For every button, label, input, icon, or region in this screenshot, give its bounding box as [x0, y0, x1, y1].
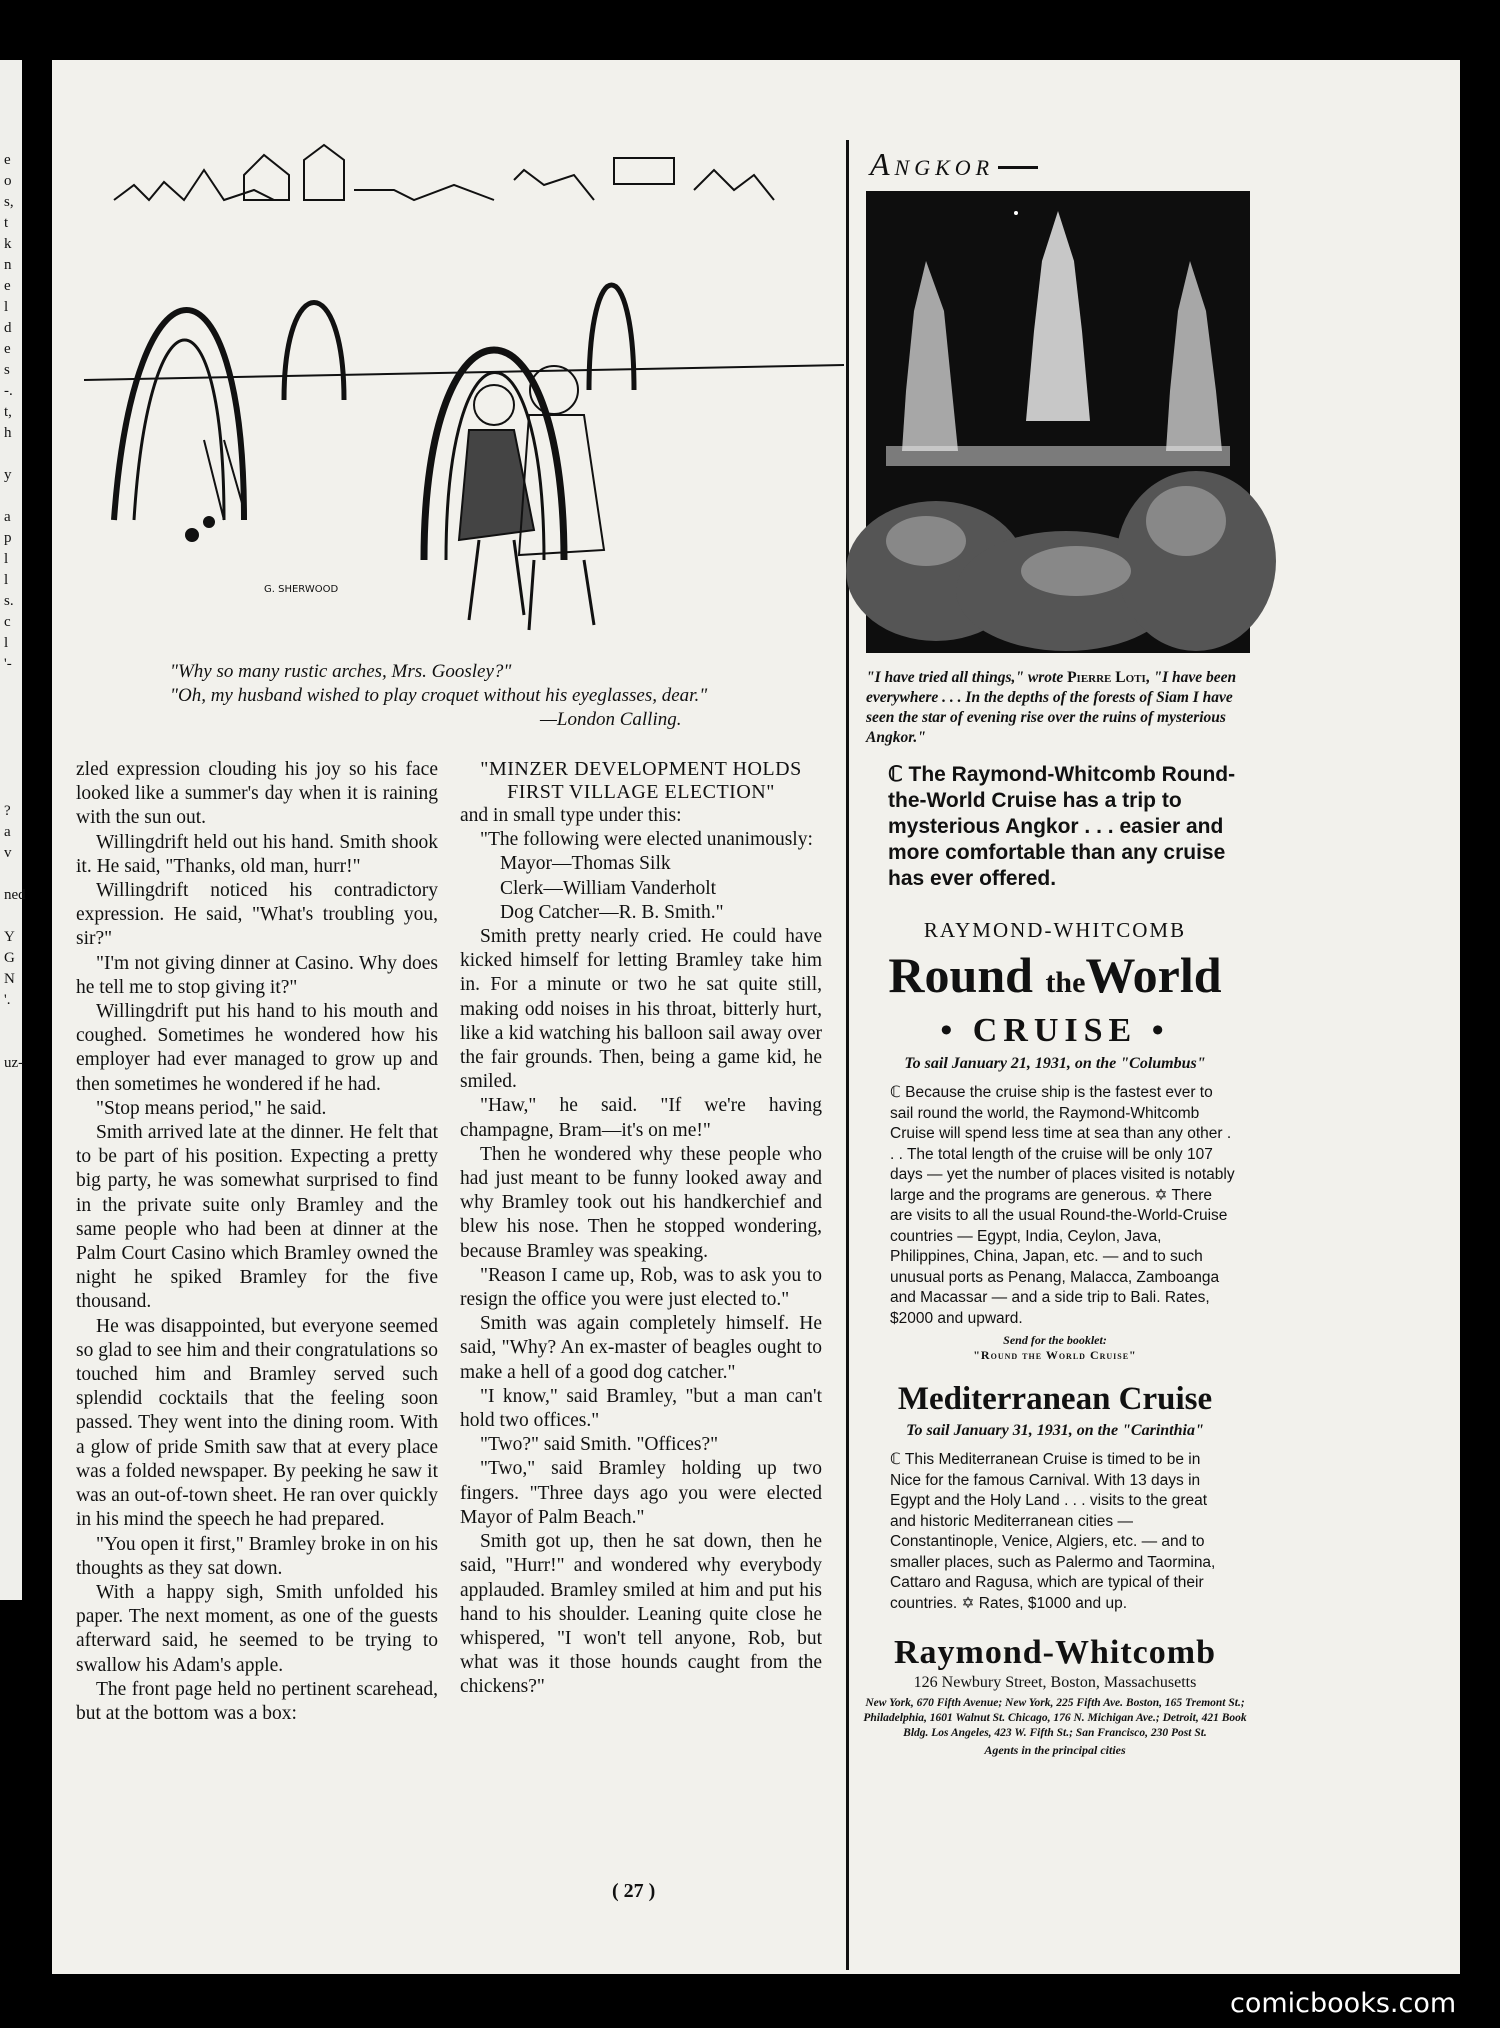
edge-char: N [4, 971, 15, 987]
raymond-whitcomb-ad [860, 146, 1250, 1758]
edge-char: uz- [4, 1055, 24, 1071]
edge-char: s [4, 362, 10, 378]
story-paragraph: "Reason I came up, Rob, was to ask you to resign the office you were just elected to." [460, 1264, 822, 1311]
edge-char: s, [4, 194, 14, 210]
edge-char: -. [4, 383, 13, 399]
story-paragraph: zled expression clouding his joy so his face looked like a summer's day when it is raining with the sun out. [76, 759, 438, 829]
agents-note: Agents in the principal cities [984, 1743, 1126, 1757]
edge-char: l [4, 551, 9, 567]
booklet-send: Send for the booklet: [1003, 1333, 1107, 1347]
med-body: ℂ This Mediterranean Cruise is timed to be in Nice for the famous Carnival. With 13 days in Egypt and the Holy Land . . . visits to the great and historic Mediterranean cities — Constantinople, Venice, Algiers, etc. — and to smaller places, such as Palermo and Taormina, Cattaro and Ragusa, which are typical of their countries. ✡ Rates, $1000 and up. [890, 1451, 1216, 1612]
edge-char: v [4, 845, 12, 861]
edge-char: a [4, 509, 11, 525]
story-paragraph: The front page held no pertinent scarehead, but at the bottom was a box: [76, 1678, 438, 1724]
ad-title: Angkor [870, 146, 1250, 183]
round-the-world-heading: Round theWorld [888, 947, 1222, 1003]
story-paragraph: "I know," said Bramley, "but a man can't hold two offices." [460, 1385, 822, 1432]
edge-char: ? [4, 803, 11, 819]
edge-char [0, 759, 22, 780]
edge-char: h [4, 425, 12, 441]
story-paragraph: Willingdrift put his hand to his mouth and coughed. Sometimes he wondered how his employer had ever managed to grow up and then sometimes he wondered if he had. [76, 1001, 438, 1095]
edge-char [0, 675, 22, 696]
edge-char: p [4, 530, 12, 546]
story-paragraph: Willingdrift held out his hand. Smith shook it. He said, "Thanks, old man, hurr!" [76, 831, 438, 877]
edge-char: e [4, 278, 11, 294]
edge-char [0, 780, 22, 801]
edge-char [0, 1032, 22, 1053]
cartoon-signature: G. SHERWOOD [264, 584, 339, 595]
cartoon-caption: "Why so many rustic arches, Mrs. Goosley?" "Oh, my husband wished to play croquet without his eyeglasses, dear." —London Calling. [170, 661, 708, 730]
edge-char: n [4, 257, 12, 273]
site-watermark: comicbooks.com [1230, 1988, 1457, 2019]
edge-char: e [4, 152, 11, 168]
magazine-page [52, 60, 1460, 1974]
edge-char: t [4, 215, 9, 231]
brand-caps: RAYMOND-WHITCOMB [923, 918, 1187, 942]
edge-char: y [4, 467, 12, 483]
edge-char: '. [4, 992, 11, 1008]
edge-char: l [4, 299, 9, 315]
story-paragraph: "Two?" said Smith. "Offices?" [480, 1434, 719, 1456]
story-paragraph: Smith arrived late at the dinner. He felt that to be part of his position. Expecting a pretty big party, he was somewhat surprised to find in the private suite only Bramley and the same people who had been at dinner at the Palm Court Casino which Bramley owned the night he spiked Bramley for the five thousand. [76, 1122, 438, 1313]
edge-char: Y [4, 929, 15, 945]
newspaper-headline: "MINZER DEVELOPMENT HOLDS FIRST VILLAGE ELECTION" [480, 758, 802, 803]
edge-char [0, 906, 22, 927]
edge-char: '- [4, 656, 12, 672]
column-rule [846, 140, 849, 1970]
story-column-1 [76, 758, 438, 1726]
company-address: 126 Newbury Street, Boston, Massachusetts [913, 1674, 1197, 1691]
story-paragraph: With a happy sigh, Smith unfolded his paper. The next moment, as one of the guests afterward said, he seemed to be trying to swallow his Adam's apple. [76, 1581, 438, 1676]
story-paragraph: Willingdrift noticed his contradictory expression. He said, "What's troubling you, sir?" [76, 880, 438, 950]
story-paragraph: "Haw," he said. "If we're having champagne, Bram—it's on me!" [460, 1095, 822, 1141]
edge-char: G [4, 950, 15, 966]
cartoon-illustration [74, 90, 854, 710]
rtw-body: ℂ Because the cruise ship is the fastest ever to sail round the world, the Raymond-Whitcomb Cruise will spend less time at sea than any other . . . The total length of the cruise will be only 107 days — yet the number of places visited is notably large and the programs are generous. ✡ There are visits to all the usual Round-the-World-Cruise countries — Egypt, India, Ceylon, Java, Philippines, China, Japan, etc. — and to such unusual ports as Penang, Malacca, Zamboanga and Macassar — and a side trip to Bali. Rates, $2000 and upward. [890, 1084, 1235, 1327]
edge-char [0, 696, 22, 717]
mediterranean-heading: Mediterranean Cruise [897, 1381, 1213, 1417]
edge-char: a [4, 824, 11, 840]
edge-char [0, 717, 22, 738]
edge-char: o [4, 173, 12, 189]
edge-char: l [4, 572, 9, 588]
story-paragraph: Smith was again completely himself. He said, "Why? An ex-master of beagles ought to make a hell of a good dog catcher." [460, 1313, 822, 1383]
rtw-sailing-date: To sail January 21, 1931, on the "Columbus" [904, 1055, 1206, 1072]
edge-char: s. [4, 593, 14, 609]
story-paragraph: "Stop means period," he said. [96, 1097, 327, 1119]
edge-char: k [4, 236, 12, 252]
edge-char [0, 1011, 22, 1032]
story-paragraph: He was disappointed, but everyone seemed so glad to see him and their congratulations so touched him and Bramley served such splendid cocktails that the feeling soon passed. They went into the dining room. With a glow of pride Smith saw that at every place was a folded newspaper. By peeking he saw it was an out-of-town sheet. He ran over quickly in his mind the speech he had prepared. [76, 1315, 438, 1531]
booklet-title: "Round the World Cruise" [973, 1348, 1137, 1362]
pierre-loti-quote: "I have tried all things," wrote Pierre Loti, "I have been everywhere . . . In the depths of the forests of Siam I have seen the star of evening rise over the ruins of mysterious Angkor." [866, 669, 1237, 746]
edge-char: e [4, 341, 11, 357]
story-paragraph: Then he wondered why these people who had just meant to be funny looked away and why Bramley took out his handkerchief and blew his nose. Then he stopped wondering, because Bramley was speaking. [460, 1143, 822, 1262]
med-sailing-date: To sail January 31, 1931, on the "Carinthia" [906, 1422, 1204, 1439]
company-name: Raymond-Whitcomb [893, 1634, 1217, 1671]
edge-char: ned [4, 887, 26, 903]
story-column-2: "MINZER DEVELOPMENT HOLDS FIRST VILLAGE ELECTION" and in small type under this: "The following were elected unanimously: Mayor—Thomas Silk Clerk—William Vanderholt Dog Catcher—R. B. Smith." Smith pretty nearly cried. He could have kicked himself for letting Bramley take him in. For a minute or two he sat quite still, making odd noises in his throat, bitterly hurt, like a kid watching his balloon sail away over the fair grounds. Then, being a game kid, he smiled. "Haw," he said. "If we're having champagne, Bram—it's on me!" Then he wondered why these people who had just meant to be funny looked away and why Bramley took out his handkerchief and blew his nose. Then he stopped wondering, because Bramley was speaking. "Reason I came up, Rob, was to ask you to resign the office you were just elected to." Smith was again completely himself. He said, "Why? An ex-master of beagles ought to make a hell of a good dog catcher." "I know," said Bramley, "but a man can't hold two offices." "Two?" said Smith. "Offices?" "Two," said Bramley holding up two fingers. "Three days ago you were elected Mayor of Palm Beach." Smith got up, then he sat down, then he said, "Hurr!" and wondered why everybody applauded. Bramley smiled at him and put his hand to his shoulder. Leaning quite close he whispered, "I won't tell anyone, Rob, but what was it those hounds caught from the chickens?" [460, 758, 822, 1700]
ad-lead-text: ℂ The Raymond-Whitcomb Round-the-World Cruise has a trip to mysterious Angkor . . . easier and more comfortable than any cruise has ever offered. [888, 763, 1236, 890]
story-paragraph: "I'm not giving dinner at Casino. Why does he tell me to stop giving it?" [76, 952, 438, 998]
edge-char: l [4, 635, 9, 651]
edge-char [0, 444, 22, 465]
cruise-heading: • CRUISE • [940, 1012, 1170, 1049]
page-number: ( 27 ) [612, 1880, 656, 1902]
edge-char [0, 864, 22, 885]
adjacent-page-edge [0, 60, 26, 1600]
edge-char: t, [4, 404, 12, 420]
edge-char [0, 738, 22, 759]
edge-char [0, 486, 22, 507]
branch-offices: New York, 670 Fifth Avenue; New York, 225 Fifth Ave. Boston, 165 Tremont St.; Philadelphia, 1601 Walnut St. Chicago, 176 N. Michigan Ave.; Detroit, 421 Book Bldg. Los Angeles, 423 W. Fifth St.; San Francisco, 230 Post St. [863, 1697, 1247, 1739]
edge-char: d [4, 320, 12, 336]
edge-char: c [4, 614, 11, 630]
story-paragraph: Smith got up, then he sat down, then he said, "Hurr!" and wondered why everybody applauded. Bramley smiled at him and put his hand to his shoulder. Leaning quite close he whispered, "I won't tell anyone, Rob, but what was it those hounds caught from the chickens?" [460, 1531, 822, 1698]
story-paragraph: "You open it first," Bramley broke in on his thoughts as they sat down. [76, 1533, 438, 1579]
story-paragraph: Smith pretty nearly cried. He could have kicked himself for letting Bramley take him in. For a minute or two he sat quite still, making odd noises in his throat, bitterly hurt, like a kid watching his balloon sail away over the fair grounds. Then, being a game kid, he smiled. [460, 926, 822, 1093]
story-paragraph: "Two," said Bramley holding up two fingers. "Three days ago you were elected Mayor of Palm Beach." [460, 1458, 822, 1528]
angkor-temple-illustration [866, 191, 1250, 653]
